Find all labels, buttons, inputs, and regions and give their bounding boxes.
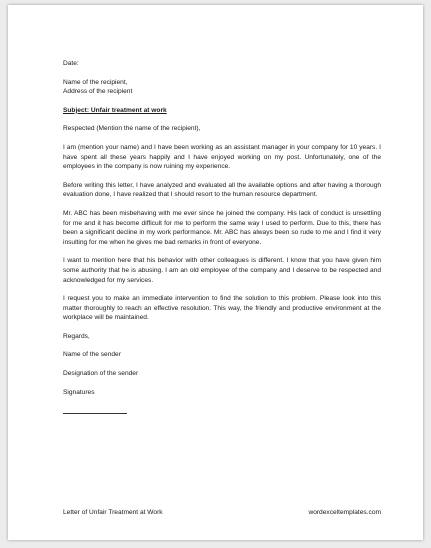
sender-name: Name of the sender <box>63 351 121 359</box>
recipient-address: Address of the recipient <box>63 88 133 96</box>
salutation: Respected (Mention the name of the recipient), <box>63 125 201 133</box>
paragraph-2: Before writing this letter, I have analyzed and evaluated all the available options and after having a thorough evaluation done, I have realized that I should resort to the human resource department. <box>63 181 381 199</box>
footer-document-title: Letter of Unfair Treatment at Work <box>63 509 163 516</box>
letter-body <box>63 57 381 414</box>
footer-website: wordexceltemplates.com <box>308 509 381 516</box>
date-label: Date: <box>63 60 79 67</box>
signature-line <box>63 413 127 414</box>
signatures-label: Signatures <box>63 388 95 396</box>
sender-designation: Designation of the sender <box>63 370 139 378</box>
paragraph-4: I want to mention here that his behavior with other colleagues is different. I know that you have given him some authority that he is abusing. I am an old employee of the company and I deserve to be respected and acknowledged for my services. <box>63 257 381 284</box>
recipient-name: Name of the recipient, <box>63 78 128 86</box>
paragraph-3: Mr. ABC has been misbehaving with me ever since he joined the company. His lack of conduct is unsettling for me and it has become difficult for me to perform the same way I used to perform. Due to this, there has been a significant decline in my work performance. Mr. ABC has always been so rude to me and I find it very insulting for me when he gives me bad remarks in front of everyone. <box>63 209 381 246</box>
subject-line: Subject: Unfair treatment at work <box>63 106 167 114</box>
closing: Regards, <box>63 332 90 340</box>
paragraph-5: I request you to make an immediate intervention to find the solution to this problem. Please look into this matter thoroughly to reach an effective resolution. This way, the friendly and productive environment at the workplace will be maintained. <box>63 295 381 322</box>
document-page <box>8 5 423 540</box>
paragraph-1: I am (mention your name) and I have been working as an assistant manager in your company for 10 years. I have spent all these years happily and I have enjoyed working on my post. Unfortunately, one of the employees in the company is now ruining my experience. <box>63 143 381 171</box>
